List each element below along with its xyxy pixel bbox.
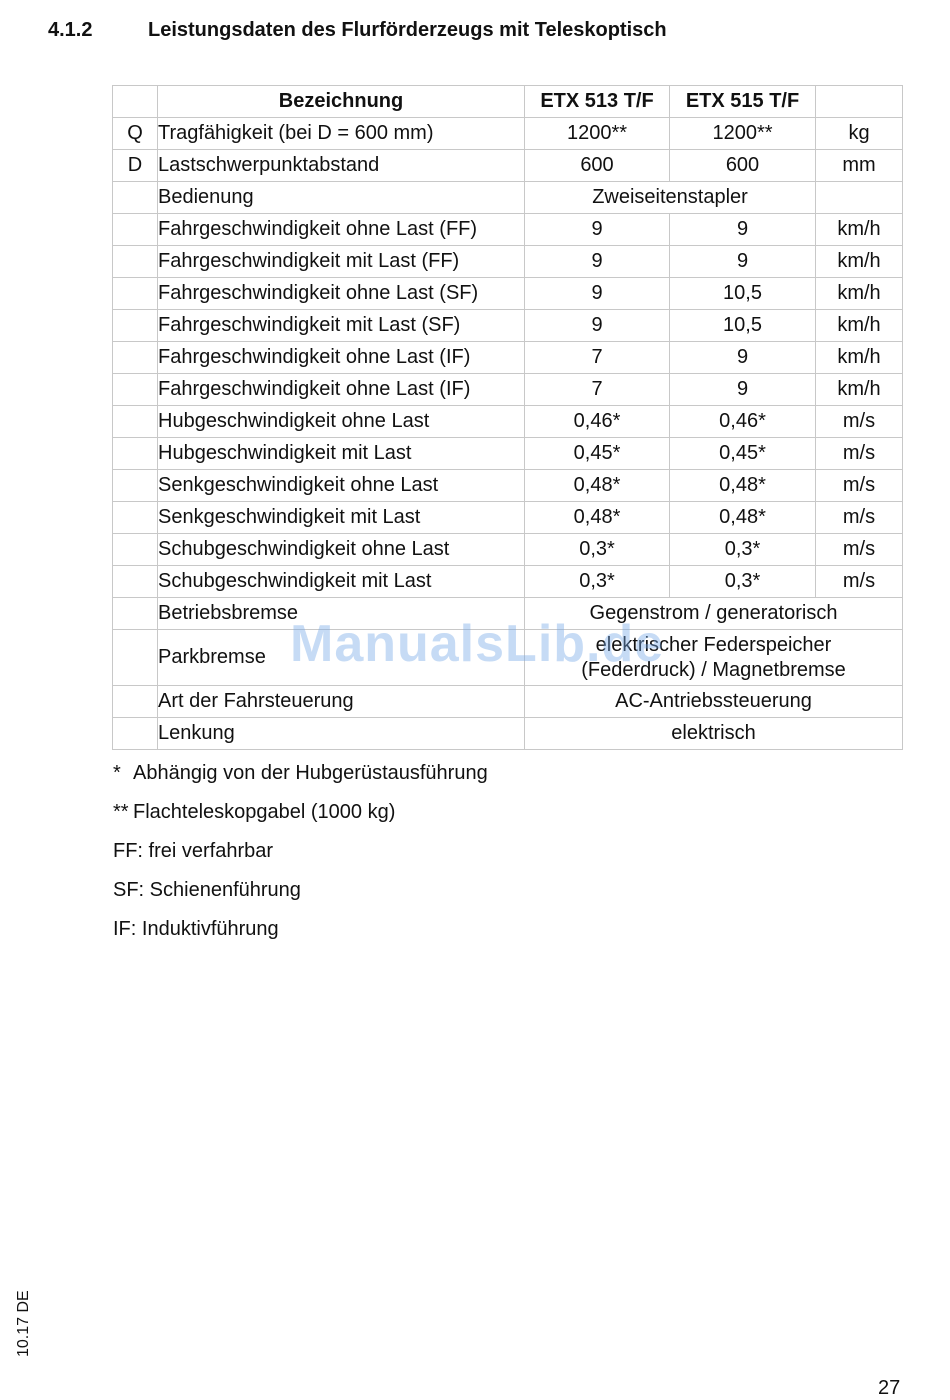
table-row [113, 342, 903, 374]
row-label: Fahrgeschwindigkeit mit Last (SF) [158, 310, 525, 342]
row-label: Fahrgeschwindigkeit ohne Last (IF) [158, 374, 525, 406]
watermark: ManualsLib.de [290, 615, 665, 673]
row-value-b: 10,5 [670, 278, 816, 310]
row-label: Fahrgeschwindigkeit ohne Last (FF) [158, 214, 525, 246]
row-symbol [113, 470, 158, 502]
row-value-b: 0,3* [670, 566, 816, 598]
footnote [113, 801, 488, 840]
row-symbol [113, 686, 158, 718]
row-symbol [113, 406, 158, 438]
table-row [113, 534, 903, 566]
row-value-a: 9 [525, 310, 670, 342]
row-merged-value-line2: (Federdruck) / Magnetbremse [581, 658, 846, 681]
row-label: Fahrgeschwindigkeit ohne Last (SF) [158, 278, 525, 310]
header-unit [816, 86, 903, 118]
section-heading [48, 19, 667, 42]
row-symbol [113, 374, 158, 406]
row-value-a: 1200** [525, 118, 670, 150]
row-value-a: 0,48* [525, 502, 670, 534]
row-value-a: 600 [525, 150, 670, 182]
row-value-a: 0,45* [525, 438, 670, 470]
table-row [113, 278, 903, 310]
row-unit: km/h [816, 310, 903, 342]
table-header-row [113, 86, 903, 118]
row-label: Art der Fahrsteuerung [158, 686, 525, 718]
row-symbol [113, 534, 158, 566]
row-value-a: 9 [525, 278, 670, 310]
header-model-b: ETX 515 T/F [670, 86, 816, 118]
row-value-b: 0,48* [670, 470, 816, 502]
row-symbol [113, 438, 158, 470]
table-row [113, 686, 903, 718]
row-unit: m/s [816, 438, 903, 470]
header-model-a: ETX 513 T/F [525, 86, 670, 118]
footnote-mark: ** [113, 801, 129, 823]
row-symbol [113, 718, 158, 750]
row-label: Parkbremse [158, 630, 525, 686]
page-number: 27 [878, 1377, 901, 1399]
row-label: Fahrgeschwindigkeit mit Last (FF) [158, 246, 525, 278]
row-symbol [113, 342, 158, 374]
row-merged-value: Gegenstrom / generatorisch [525, 598, 903, 630]
row-label: Betriebsbremse [158, 598, 525, 630]
row-merged-value: Zweiseitenstapler [525, 182, 816, 214]
row-merged-value-line1: elektrischer Federspeicher [595, 633, 832, 656]
row-value-a: 7 [525, 342, 670, 374]
row-unit: m/s [816, 470, 903, 502]
row-label: Schubgeschwindigkeit mit Last [158, 566, 525, 598]
row-symbol [113, 310, 158, 342]
footnote: FF: frei verfahrbar [113, 840, 274, 862]
row-value-b: 9 [670, 246, 816, 278]
row-value-a: 0,3* [525, 566, 670, 598]
row-label: Schubgeschwindigkeit ohne Last [158, 534, 525, 566]
table-row [113, 150, 903, 182]
row-label: Fahrgeschwindigkeit ohne Last (IF) [158, 342, 525, 374]
row-label: Hubgeschwindigkeit mit Last [158, 438, 525, 470]
table-row [113, 214, 903, 246]
row-symbol [113, 630, 158, 686]
row-unit [816, 182, 903, 214]
row-value-a: 9 [525, 214, 670, 246]
row-label: Hubgeschwindigkeit ohne Last [158, 406, 525, 438]
row-symbol [113, 182, 158, 214]
row-value-b: 0,46* [670, 406, 816, 438]
row-label: Lenkung [158, 718, 525, 750]
row-unit: mm [816, 150, 903, 182]
table-row [113, 502, 903, 534]
footnote: IF: Induktivführung [113, 918, 279, 940]
table-row [113, 182, 903, 214]
row-value-b: 0,48* [670, 502, 816, 534]
row-value-b: 600 [670, 150, 816, 182]
row-unit: m/s [816, 534, 903, 566]
row-symbol [113, 246, 158, 278]
row-label: Bedienung [158, 182, 525, 214]
header-symbol [113, 86, 158, 118]
table-row [113, 406, 903, 438]
footnote-text: Flachteleskopgabel (1000 kg) [133, 801, 396, 823]
row-symbol: Q [113, 118, 158, 150]
row-symbol [113, 214, 158, 246]
row-symbol [113, 598, 158, 630]
row-label: Tragfähigkeit (bei D = 600 mm) [158, 118, 525, 150]
row-value-a: 7 [525, 374, 670, 406]
table-row [113, 470, 903, 502]
row-merged-value: elektrisch [525, 718, 903, 750]
row-symbol [113, 502, 158, 534]
row-value-b: 1200** [670, 118, 816, 150]
table-row [113, 118, 903, 150]
row-unit: km/h [816, 278, 903, 310]
row-unit: km/h [816, 342, 903, 374]
row-unit: km/h [816, 246, 903, 278]
row-unit: m/s [816, 406, 903, 438]
row-label: Senkgeschwindigkeit ohne Last [158, 470, 525, 502]
table-row [113, 438, 903, 470]
table-row [113, 310, 903, 342]
table-row [113, 718, 903, 750]
row-value-a: 0,3* [525, 534, 670, 566]
row-value-b: 0,3* [670, 534, 816, 566]
row-unit: km/h [816, 214, 903, 246]
row-unit: m/s [816, 502, 903, 534]
row-value-b: 9 [670, 342, 816, 374]
row-symbol [113, 566, 158, 598]
row-value-b: 9 [670, 374, 816, 406]
table-row [113, 374, 903, 406]
footnote-mark: * [113, 762, 121, 784]
section-title: Leistungsdaten des Flurförderzeugs mit Teleskoptisch [148, 19, 667, 41]
row-merged-value: AC-Antriebssteuerung [525, 686, 903, 718]
row-value-a: 0,48* [525, 470, 670, 502]
footnote [113, 762, 488, 801]
table-row [113, 246, 903, 278]
header-designation: Bezeichnung [158, 86, 525, 118]
footnote: SF: Schienenführung [113, 879, 301, 901]
row-value-b: 0,45* [670, 438, 816, 470]
footnote-text: Abhängig von der Hubgerüstausführung [133, 762, 488, 784]
row-unit: kg [816, 118, 903, 150]
row-value-b: 9 [670, 214, 816, 246]
row-label: Senkgeschwindigkeit mit Last [158, 502, 525, 534]
row-symbol [113, 278, 158, 310]
row-unit: km/h [816, 374, 903, 406]
section-number: 4.1.2 [48, 19, 93, 41]
row-value-a: 0,46* [525, 406, 670, 438]
row-value-a: 9 [525, 246, 670, 278]
row-label: Lastschwerpunktabstand [158, 150, 525, 182]
table-row [113, 566, 903, 598]
row-value-b: 10,5 [670, 310, 816, 342]
row-symbol: D [113, 150, 158, 182]
row-unit: m/s [816, 566, 903, 598]
footnotes [113, 762, 488, 957]
edition-label: 10.17 DE [15, 1290, 32, 1357]
